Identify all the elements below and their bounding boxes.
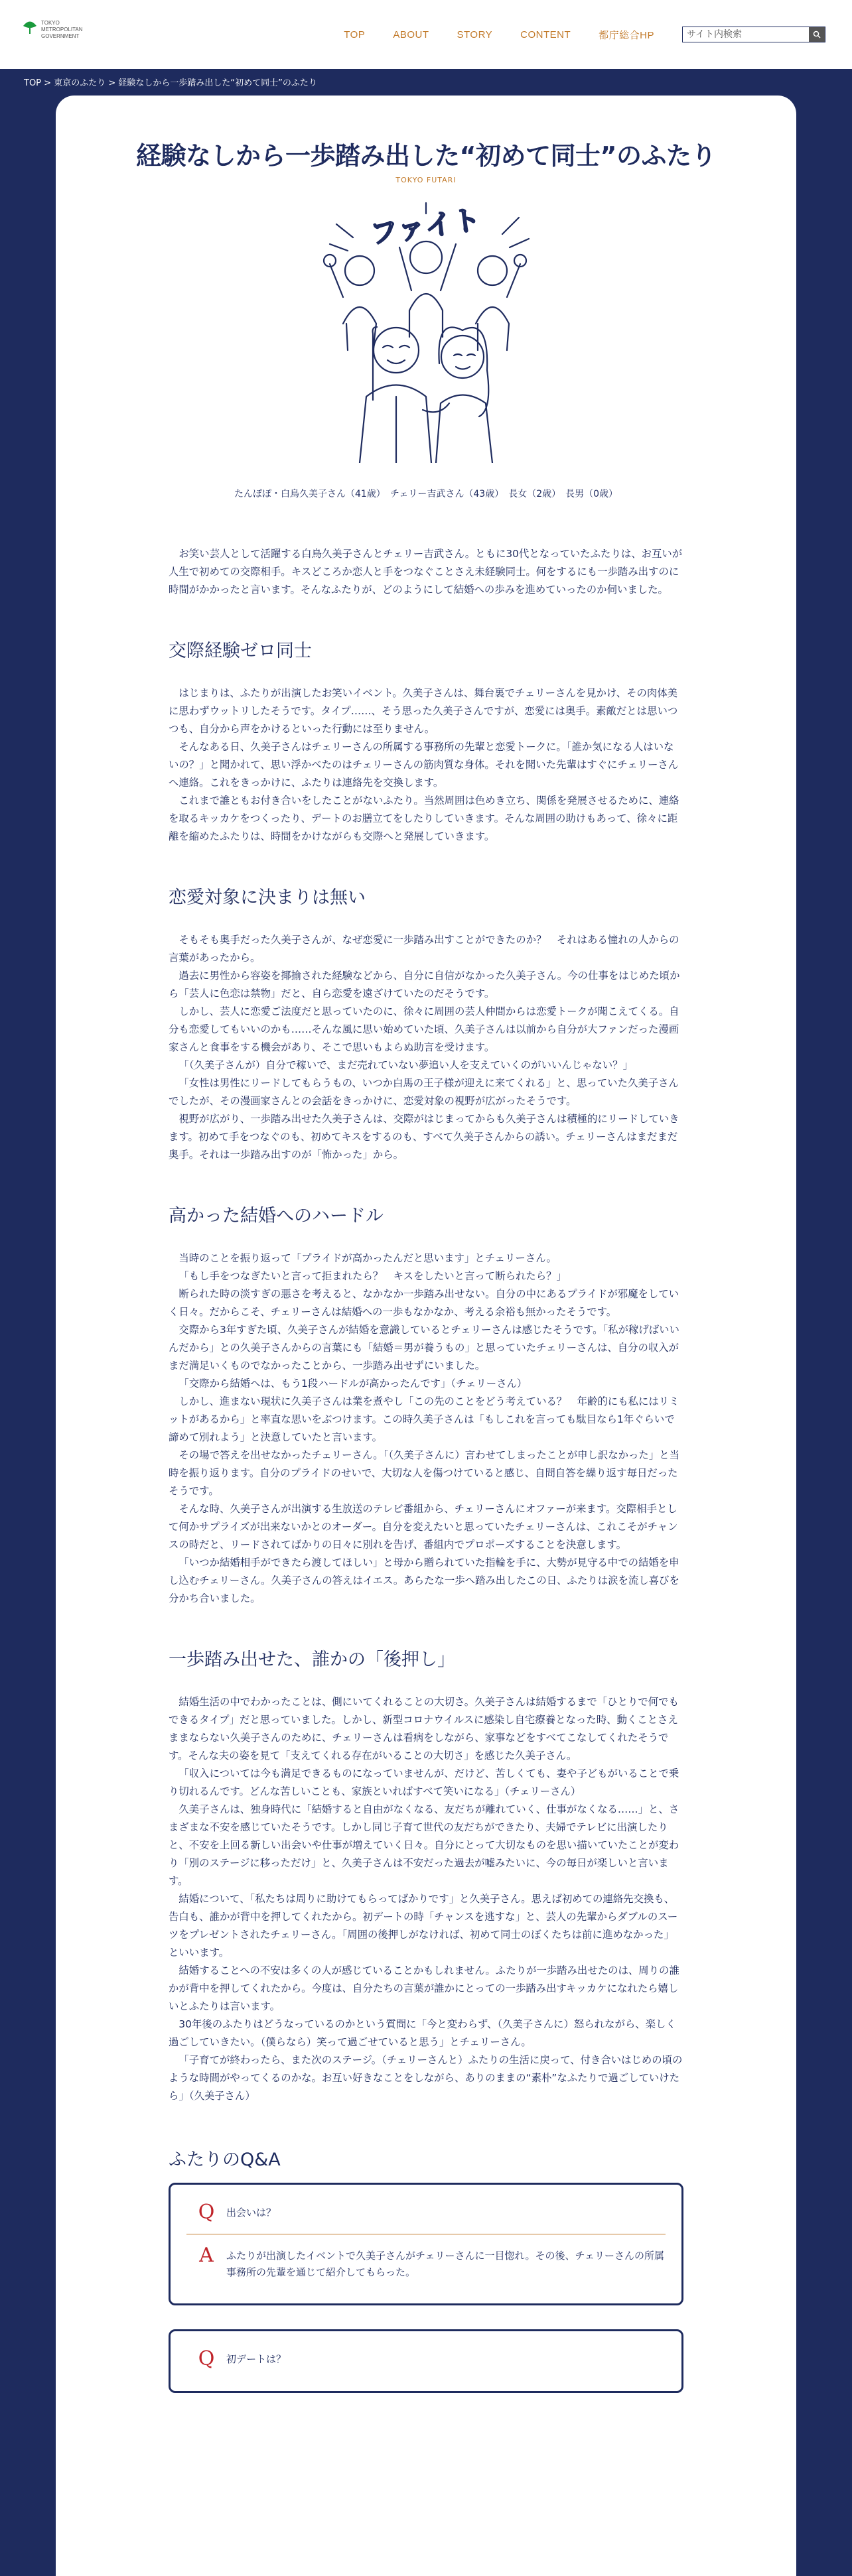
paragraph: 過去に男性から容姿を揶揄された経験などから、自分に自信がなかった久美子さん。今の仕事をはじめた頃から「芸人に色恋は禁物」だと、自ら恋愛を遠ざけていたのだそうです。 xyxy=(169,970,680,999)
paragraph: 「もし手をつなぎたいと言って拒まれたら？ キスをしたいと言って断られたら？」 xyxy=(178,1270,567,1282)
breadcrumb-separator: > xyxy=(41,78,54,88)
qa-card xyxy=(169,2183,683,2305)
answer-text: ふたりが出演したイベントで久美子さんがチェリーさんに一目惚れ。その後、チェリーさんの所属事務所の先輩を通じて紹介してもらった。 xyxy=(226,2250,665,2278)
section-heading: 高かった結婚へのハードル xyxy=(169,1206,384,1226)
nav-about[interactable]: ABOUT xyxy=(393,29,429,40)
nav-content[interactable]: CONTENT xyxy=(520,29,571,40)
qa-answer xyxy=(186,2234,666,2293)
a-label: A xyxy=(199,2244,214,2267)
article-body xyxy=(169,545,683,2393)
nav-top[interactable]: TOP xyxy=(344,29,366,40)
page-title: 経験なしから一歩踏み出した“初めて同士”のふたり xyxy=(136,141,716,170)
qa-question xyxy=(186,2338,666,2380)
search-icon xyxy=(813,31,821,38)
paragraph: 「交際から結婚へは、もう1段ハードルが高かったんです」（チェリーさん） xyxy=(178,1378,528,1389)
couple-illustration xyxy=(273,198,579,463)
paragraph: 結婚について、「私たちは周りに助けてもらってばかりです」と久美子さん。思えば初めての連絡先交換も、告白も、誰かが背中を押してくれたから。初デートの時「チャンスを逃すな」と、芸人の先輩からダブルのスーツをプレゼントされたチェリーさん。「周囲の後押しがなければ、初めて同士のぼくたちは前に進めなかった」といいます。 xyxy=(169,1893,678,1959)
paragraph: 結婚することへの不安は多くの人が感じていることかもしれません。ふたりが一歩踏み出せたのは、周りの誰かが背中を押してくれたから。今度は、自分たちの言葉が誰かにとっての一歩踏み出すキッカケになれたら嬉しいとふたりは言います。 xyxy=(169,1964,679,2012)
site-search xyxy=(682,27,825,42)
q-label: Q xyxy=(198,2201,215,2224)
paragraph: そんな時、久美子さんが出演する生放送のテレビ番組から、チェリーさんにオファーが来ます。交際相手として何かサプライズが出来ないかとのオーダー。自分を変えたいと思っていたチェリーさんは、これこそがチャンスの時だと、リードされてばかりの日々に別れを告げ、番組内でプロポーズすることを決意します。 xyxy=(169,1503,678,1551)
section-heading: 交際経験ゼロ同士 xyxy=(169,641,312,661)
paragraph: 結婚生活の中でわかったことは、側にいてくれることの大切さ。久美子さんは結婚するまで「ひとりで何でもできるタイプ」だと思っていました。しかし、新型コロナウイルスに感染し自宅療養となった時、動くことさえままならない久美子さんのために、チェリーさんは看病をしながら、家事などをすべてこなしてくれたそうです。そんな夫の姿を見て「支えてくれる存在がいることの大切さ」を感じた久美子さん。 xyxy=(169,1696,679,1762)
tokyo-logo[interactable] xyxy=(23,20,83,40)
paragraph: 「いつか結婚相手ができたら渡してほしい」と母から贈られていた指輪を手に、大勢が見守る中での結婚を申し込むチェリーさん。久美子さんの答えはイエス。あらたな一歩へ踏み出したこの日、ふたりは涙を流し喜びを分かち合いました。 xyxy=(169,1557,679,1604)
main-nav xyxy=(344,27,825,42)
paragraph: 交際から3年すぎた頃、久美子さんが結婚を意識しているとチェリーさんは感じたそうです。「私が稼げばいいんだから」との久美子さんからの言葉にも「結婚＝男が養うもの」と思っていたチェリーさんは、自分の収入がまだ満足いくものでなかったことから、一歩踏み出せずにいました。 xyxy=(169,1324,679,1372)
paragraph: そんなある日、久美子さんはチェリーさんの所属する事務所の先輩と恋愛トークに。「誰か気になる人はいないの？」と聞かれて、思い浮かべたのはチェリーさんの筋肉質な身体。それを聞いた先輩はすぐにチェリーさんへ連絡。これをきっかけに、ふたりは連絡先を交換します。 xyxy=(169,741,679,789)
qa-question xyxy=(186,2191,666,2234)
paragraph: これまで誰ともお付き合いをしたことがないふたり。当然周囲は色めき立ち、関係を発展させるために、連絡を取るキッカケをつくったり、デートのお膳立てをしたりしていきます。そんな周囲の助けもあって、徐々に距離を縮めたふたりは、時間をかけながらも交際へと発展していきます。 xyxy=(169,795,679,842)
question-text: 出会いは？ xyxy=(226,2207,277,2219)
paragraph: そもそも奥手だった久美子さんが、なぜ恋愛に一歩踏み出すことができたのか？ それはある憧れの人からの言葉があったから。 xyxy=(169,934,679,964)
question-text: 初デートは？ xyxy=(226,2353,287,2365)
search-button[interactable] xyxy=(809,27,825,42)
photo-caption: たんぽぽ・白鳥久美子さん（41歳） チェリー吉武さん（43歳） 長女（2歳） 長男（0歳） xyxy=(234,489,618,499)
ginkgo-logo-icon xyxy=(23,20,37,34)
paragraph: その場で答えを出せなかったチェリーさん。「（久美子さんに）言わせてしまったことが申し訳なかった」と当時を振り返ります。自分のプライドのせいで、大切な人を傷つけていると感じ、自問自答を繰り返す毎日だったそうです。 xyxy=(169,1449,679,1497)
illustration-word: ファイト xyxy=(368,202,483,251)
paragraph: しかし、芸人に恋愛ご法度だと思っていたのに、徐々に周囲の芸人仲間からは恋愛トークが聞こえてくる。自分も恋愛してもいいのかも……そんな風に思い始めていた頃、久美子さんは以前から自分が大ファンだった漫画家さんと食事をする機会があり、そこで思いもよらぬ助言を受けます。 xyxy=(169,1005,679,1053)
paragraph: 断られた時の淡すぎの悪さを考えると、なかなか一歩踏み出せない。自分の中にあるプライドが邪魔をしていく日々。だからこそ、チェリーさんは結婚への一歩もなかなか、考える余裕も無かったそうです。 xyxy=(169,1288,679,1318)
paragraph: 「子育てが終わったら、また次のステージ。（チェリーさんと）ふたりの生活に戻って、付き合いはじめの頃のような時間がやってくるのかな。お互い好きなことをしながら、ありのままの“素朴”なふたりで過ごしていけたら」（久美子さん） xyxy=(169,2054,683,2102)
search-input[interactable] xyxy=(683,27,809,42)
site-header xyxy=(0,0,852,69)
breadcrumb-current: 経験なしから一歩踏み出した“初めて同士”のふたり xyxy=(118,78,317,88)
paragraph: 久美子さんは、独身時代に「結婚すると自由がなくなる、友だちが離れていく、仕事がなくなる……」と、さまざまな不安を感じていたそうです。しかし同じ子育て世代の友だちができたり、夫婦でテレビに出演したりと、不安を上回る新しい出会いや仕事が増えていく日々。自分にとって大切なものを思い描いていたことが変わり「別のステージに移っただけ」と、久美子さんは不安だった過去が嘘みたいに、今の毎日が楽しいと言います。 xyxy=(169,1803,679,1887)
nav-tokyo-hp[interactable]: 都庁総合HP xyxy=(599,29,654,41)
breadcrumb-section[interactable]: 東京のふたり xyxy=(54,78,106,88)
breadcrumb xyxy=(0,69,852,94)
paragraph: 「収入については今も満足できるものになっていませんが、だけど、苦しくても、妻や子どもがいることで乗り切れるんです。どんな苦しいことも、家族といればすべて笑いになる」（チェリーさん） xyxy=(169,1768,679,1797)
nav-story[interactable]: STORY xyxy=(457,29,493,40)
q-label: Q xyxy=(198,2347,215,2370)
paragraph: はじまりは、ふたりが出演したお笑いイベント。久美子さんは、舞台裏でチェリーさんを見かけ、その肉体美に思わずウットリしたそうです。タイプ……、そう思った久美子さんですが、恋愛には奥手。素敵だとは思いつつも、自分から声をかけるといった行動には至りません。 xyxy=(169,687,678,735)
breadcrumb-top[interactable]: TOP xyxy=(24,78,42,88)
qa-card xyxy=(169,2329,683,2393)
qa-section-title: ふたりのQ&A xyxy=(169,2150,281,2170)
paragraph: 当時のことを振り返って「プライドが高かったんだと思います」とチェリーさん。 xyxy=(178,1252,557,1264)
kicker: TOKYO FUTARI xyxy=(395,176,457,184)
paragraph: しかし、進まない現状に久美子さんは業を煮やし「この先のことをどう考えている？ 年齢的にも私にはリミットがあるから」と率直な思いをぶつけます。この時久美子さんは「もしこれを言っても駄目なら1年ぐらいで諦めて別れよう」と決意していたと言います。 xyxy=(169,1395,679,1443)
section-heading: 恋愛対象に決まりは無い xyxy=(169,887,366,908)
paragraph: 「（久美子さんが）自分で稼いで、まだ売れていない夢追い人を支えていくのがいいんじゃない？」 xyxy=(178,1059,633,1071)
breadcrumb-separator: > xyxy=(106,78,119,88)
article-card xyxy=(56,96,796,2576)
paragraph: 視野が広がり、一歩踏み出せた久美子さんは、交際がはじまってからも久美子さんは積極的にリードしていきます。初めて手をつなぐのも、初めてキスをするのも、すべて久美子さんからの誘い。チェリーさんはまだまだ奥手。それは一歩踏み出すのが「怖かった」から。 xyxy=(169,1113,679,1161)
paragraph: 30年後のふたりはどうなっているのかという質問に「今と変わらず、（久美子さんに）怒られながら、楽しく過ごしていきたい。（僕らなら）笑って過ごせていると思う」とチェリーさん。 xyxy=(169,2018,676,2048)
paragraph: 「女性は男性にリードしてもらうもの、いつか白馬の王子様が迎えに来てくれる」と、思っていた久美子さんでしたが、その漫画家さんとの会話をきっかけに、恋愛対象の視野が広がったそうです。 xyxy=(169,1077,679,1107)
intro-paragraph: お笑い芸人として活躍する白鳥久美子さんとチェリー吉武さん。ともに30代となっていたふたりは、お互いが人生で初めての交際相手。キスどころか恋人と手をつなぐことさえ未経験同士。何をするにも一歩踏み出すのに時間がかかったと言います。そんなふたりが、どのようにして結婚への歩みを進めていったのか伺いました。 xyxy=(169,548,683,596)
logo-text: TOKYO METROPOLITAN GOVERNMENT xyxy=(41,20,83,39)
section-heading: 一歩踏み出せた、誰かの「後押し」 xyxy=(169,1649,455,1670)
